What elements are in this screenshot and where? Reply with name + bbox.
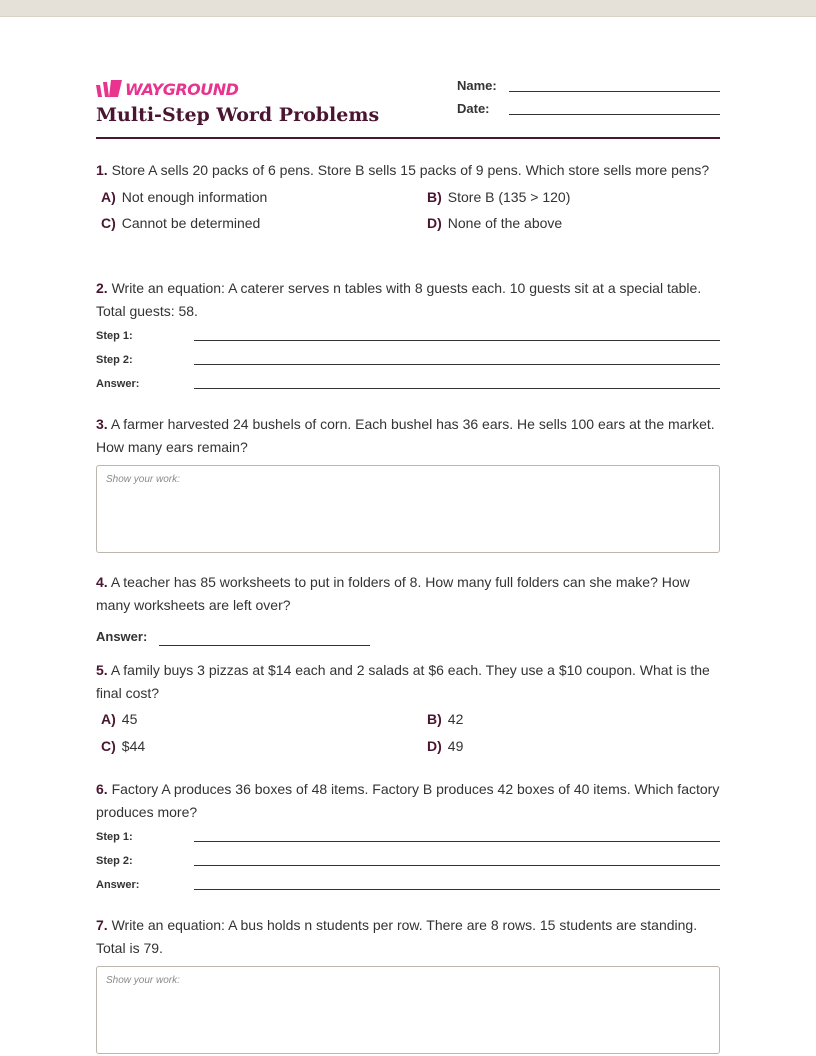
choice-b[interactable] [422,711,463,727]
name-input-line[interactable] [509,91,720,92]
name-field [457,78,720,101]
question-text [96,413,720,458]
top-bar [0,0,816,17]
answer-field [96,621,720,649]
question-prompt: Store A sells 20 packs of 6 pens. Store B sells 15 packs of 9 pens. Which store sells more pens? [111,162,710,178]
step-answer-line[interactable] [194,388,720,389]
answer-choices [96,189,720,243]
step-row [96,851,720,875]
question-3 [96,413,720,553]
wayground-logo-icon [96,80,122,98]
question-4 [96,571,720,649]
question-text [96,277,720,322]
step-row [96,326,720,350]
work-area-placeholder: Show your work: [106,975,180,986]
question-prompt: Factory A produces 36 boxes of 48 items. Factory B produces 42 boxes of 40 items. Which factory produces more? [96,781,720,820]
question-number: 1. [96,162,108,178]
question-prompt: A farmer harvested 24 bushels of corn. Each bushel has 36 ears. He sells 100 ears at the market. How many ears remain? [96,416,715,455]
question-text [96,571,720,616]
choice-text: $44 [121,738,146,754]
question-number: 3. [96,416,108,432]
choice-c[interactable] [96,738,145,754]
choice-letter: A) [101,711,116,727]
question-number: 7. [96,917,108,933]
question-text [96,778,720,823]
step-row [96,374,720,398]
question-prompt: Write an equation: A caterer serves n tables with 8 guests each. 10 guests sit at a special table. Total guests: 58. [96,280,702,319]
choice-text: 49 [447,738,464,754]
question-prompt: A family buys 3 pizzas at $14 each and 2 salads at $6 each. They use a $10 coupon. What is the final cost? [96,662,710,701]
student-info [457,78,720,124]
question-6 [96,778,720,899]
question-prompt: Write an equation: A bus holds n students per row. There are 8 rows. 15 students are standing. Total is 79. [96,917,698,956]
question-number: 6. [96,781,108,797]
choice-c[interactable] [96,215,260,231]
question-prompt: A teacher has 85 worksheets to put in folders of 8. How many full folders can she make? How many worksheets are left over? [96,574,690,613]
choice-b[interactable] [422,189,570,205]
work-area[interactable] [96,465,720,553]
date-field [457,101,720,124]
choice-letter: B) [427,188,442,205]
work-area[interactable] [96,966,720,1054]
choice-text: 45 [121,711,138,727]
date-input-line[interactable] [509,114,720,115]
answer-label: Answer: [96,629,148,644]
question-text [96,159,720,182]
page-title: Multi-Step Word Problems [96,104,380,126]
step-answer-line[interactable] [194,889,720,890]
header-divider [96,137,720,139]
step-answer-line[interactable] [194,865,720,866]
choice-letter: D) [427,214,442,231]
name-label: Name: [457,78,497,93]
question-number: 4. [96,574,108,590]
choice-d[interactable] [422,738,463,754]
choice-text: None of the above [447,214,563,231]
choice-text: 42 [447,711,464,727]
work-area-placeholder: Show your work: [106,474,180,485]
step-row [96,350,720,374]
date-label: Date: [457,101,490,116]
answer-input-line[interactable] [159,645,370,646]
choice-letter: C) [101,214,116,231]
choice-a[interactable] [96,189,267,205]
question-text [96,914,720,959]
choice-letter: A) [101,188,116,205]
step-label: Step 2: [96,855,133,867]
step-label: Step 1: [96,831,133,843]
step-answer-line[interactable] [194,841,720,842]
step-lines [96,326,720,398]
question-number: 2. [96,280,108,296]
step-answer-line[interactable] [194,364,720,365]
question-1 [96,159,720,243]
step-label: Answer: [96,879,140,891]
choice-text: Store B (135 > 120) [447,188,571,205]
step-row [96,875,720,899]
question-text [96,659,720,704]
choice-letter: D) [427,738,442,754]
brand-logo [96,80,238,98]
step-label: Answer: [96,378,140,390]
choice-text: Not enough information [121,188,268,205]
step-label: Step 2: [96,354,133,366]
step-answer-line[interactable] [194,340,720,341]
worksheet-header [96,78,720,139]
choice-text: Cannot be determined [121,214,261,231]
step-lines [96,827,720,899]
step-label: Step 1: [96,330,133,342]
question-5 [96,659,720,765]
choice-a[interactable] [96,711,137,727]
answer-choices [96,711,720,765]
choice-d[interactable] [422,215,562,231]
choice-letter: B) [427,711,442,727]
brand-name: WAYGROUND [125,79,239,99]
question-number: 5. [96,662,108,678]
step-row [96,827,720,851]
question-7 [96,914,720,1054]
question-2 [96,277,720,398]
choice-letter: C) [101,738,116,754]
